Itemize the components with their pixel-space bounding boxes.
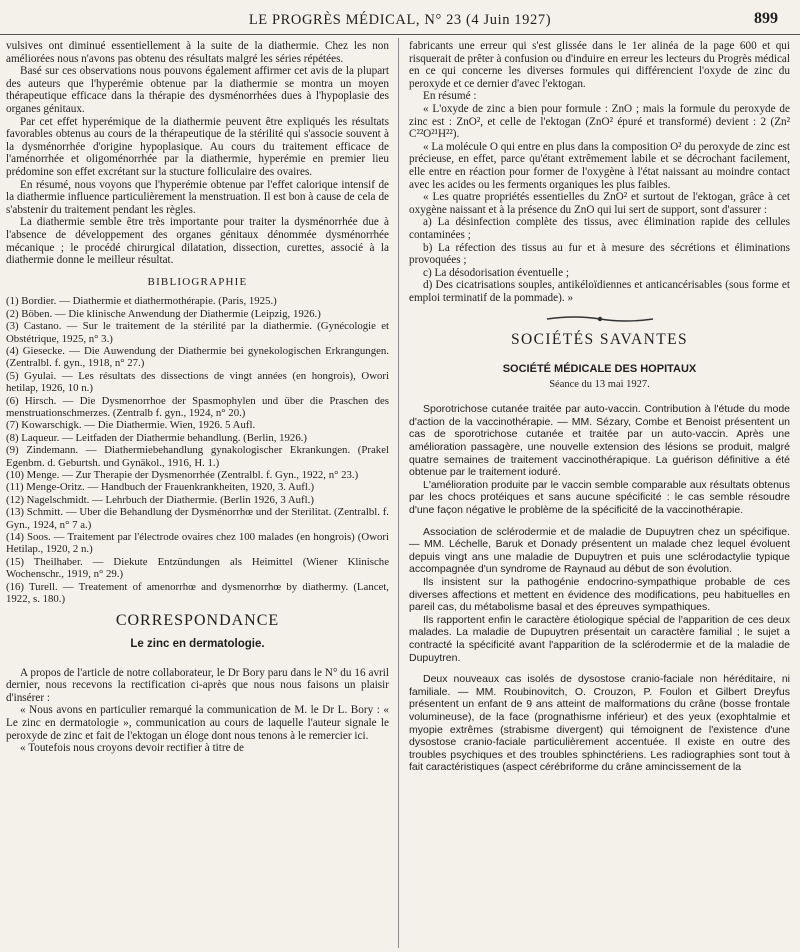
bibliography-entry: (13) Schmitt. — Uber die Behandlung der Dysménorrhœ und der Sterilitat. (Zentralbl. f. Gyn., 1924, n° 7 a.)	[6, 506, 389, 531]
bibliography-entry: (4) Giesecke. — Die Auwendung der Diathermie bei gynekologischen Erkrangungen. (Zentralbl. f. gyn., 1918, n° 27.)	[6, 344, 389, 370]
bibliography-entry: (5) Gyulai. — Les résultats des dissections de vingt années (en hongrois), Owori hetilap, 1926, 10 n.)	[6, 369, 389, 395]
body-paragraph: « Les quatre propriétés essentielles du ZnO² et surtout de l'ektogan, grâce à cet oxygène naissant et à la présence du ZnO qui lui sert de support, sont d'assurer :	[409, 191, 790, 216]
body-paragraph: A propos de l'article de notre collaborateur, le Dr Bory paru dans le N° du 16 avril dernier, nous recevons la rectification ci-après que nous nous faisons un plaisir d'insérer :	[6, 666, 389, 704]
bibliography-entry: (10) Menge. — Zur Therapie der Dysmenorrhée (Zentralbl. f. Gyn., 1922, n° 23.)	[6, 468, 359, 481]
left-column	[6, 40, 389, 755]
bibliography-entry: (9) Zindemann. — Diathermiebehandlung gynakologischer Ekrankungen. (Prakel Egenbm. d. Geburtsh. und Gynäkol., 1916, H. 1.)	[6, 444, 389, 469]
abstract-paragraph: L'amélioration produite par le vaccin semble comparable aux résultats obtenus par les chocs protéiques et sans aucune spécificité : le cas semble résoudre d'une façon négative le problème de la spécificité de la vaccinothérapie.	[409, 478, 790, 516]
body-paragraph: d) Des cicatrisations souples, antikéloïdiennes et anticancérisables (sous forme et emploi terminatif de la pommade). »	[409, 279, 790, 304]
abstract-paragraph: Sporotrichose cutanée traitée par auto-vaccin. Contribution à l'étude du mode d'action de la vaccinothérapie. — MM. Sézary, Combe et Benoist présentent un cas de sporotrichose cutanée et traitée par un auto-vaccin. Après une amélioration passagère, une nouvelle extension des lésions se produit, malgré quatre semaines de traitement vaccinothérapique. La guérison définitive a été obtenue par le traitement ioduré.	[409, 403, 790, 479]
bibliography-entry: (16) Turell. — Treatement of amenorrhœ and dysmenorrhœ by diathermy. (Lancet, 1922, s. 180.)	[6, 580, 389, 606]
abstract-paragraph: Deux nouveaux cas isolés de dysostose cranio-faciale non héréditaire, ni familiale. — MM. Roubinovitch, O. Crouzon, P. Foulon et Gilbert Dreyfus présentent un enfant de 9 ans atteint de malformations du crâne (bosse frontale volumineuse), de la face (prognathisme inférieur) et des yeux (exophtalmie et myopie extrêmes (strabisme divergent) qui témoignent de l'existence d'une dysostose cranio-faciale particulièrement accentuée. Il existe en outre des troubles psychiques et des troubles sphinctériens. Les radiographies sont tout à fait caractéristiques (aspect cérébriforme du crâne amincissement de la	[409, 673, 790, 774]
body-paragraph: Basé sur ces observations nous pouvons également affirmer cet avis de la plupart des auteurs que l'hyperémie obtenue par la diathermie se montra un moyen thérapeutique efficace dans la thérapie des dysménorrhées dues à l'hypoplasie des organes génitaux.	[6, 65, 389, 115]
body-paragraph: « Nous avons en particulier remarqué la communication de M. le Dr L. Bory : « Le zinc en dermatologie », communication au cours de laquelle l'auteur signale le peroxyde de zinc et fait de l'ektogan un éloge dont nous tenons à le remercier ici.	[6, 704, 389, 742]
body-paragraph: En résumé :	[423, 90, 477, 103]
body-paragraph: En résumé, nous voyons que l'hyperémie obtenue par l'effet calorique intensif de la diathermie influence particulièrement la menstruation. Il est bon à cause de cela de s'abstenir du traitement pendant les règles.	[6, 178, 389, 216]
bibliography-entry: (11) Menge-Oritz. — Handbuch der Frauenkrankheiten, 1920, 3. Aufl.)	[6, 481, 315, 494]
body-paragraph: La diathermie semble être très importante pour traiter la dysménorrhée due à l'absence de développement des organes génitaux dénommée dysménorrhée mécanique ; le procédé chirurgical dilatation, dissection, curettes, associé à la diathermie donne le meilleur résultat.	[6, 216, 389, 267]
bibliography-entry: (1) Bordier. — Diathermie et diathermothérapie. (Paris, 1925.)	[6, 295, 277, 308]
body-paragraph: vulsives ont diminué essentiellement à la suite de la diathermie. Chez les non améliorées nous n'avons pas obtenu des résultats malgré les séries répétées.	[6, 40, 389, 65]
body-paragraph: « La molécule O qui entre en plus dans la composition O² du peroxyde de zinc est précieuse, en effet, parce qu'étant extrêmement labile et se décrochant facilement, elle entre en réaction pour former de l'oxygène à l'état naissant au moindre contact avec les acides ou les ferments organiques les plus faibles.	[409, 140, 790, 191]
page-number: 899	[754, 10, 778, 27]
bibliography-entry: (15) Theilhaber. — Diekute Entzündungen als Heimittel (Wiener Klinische Wochenschr., 1919, n° 29.)	[6, 555, 389, 581]
body-paragraph: fabricants une erreur qui s'est glissée dans le 1er alinéa de la page 600 et qui risquerait de prêter à confusion ou d'induire en erreur les lecteurs du Progrès médical en ce qui concerne les diverses formules qui différencient l'oxyde de zinc du peroxyde et ce dernier d'avec l'ektogan.	[409, 40, 790, 90]
society-name: SOCIÉTÉ MÉDICALE DES HOPITAUX	[502, 363, 697, 376]
body-paragraph: Par cet effet hyperémique de la diathermie peuvent être expliqués les résultats favorables obtenus au cours de la thérapeutique de la stérilité qui s'associe souvent à la dysménorrhée d'origine hypoplasique. Au cours du traitement efficace de l'aménorrhée et oligoménorrhée par la diathermie, hyperémie en premier lieu prédomine son effet excrétant sur la stucture folliculaire des ovaires.	[6, 115, 389, 178]
body-paragraph: c) La désodorisation éventuelle ;	[423, 266, 570, 279]
article-title: Le zinc en dermatologie.	[130, 638, 265, 651]
abstract-paragraph: Ils insistent sur la pathogénie endocrino-sympathique probable de ces diverses affections et mettent en évidence des modifications, peu habituelles en pareil cas, du métabolisme basal et des épreuves sympathiques.	[409, 575, 790, 614]
ornament-divider	[409, 314, 790, 324]
abstract-paragraph: Association de sclérodermie et de maladie de Dupuytren chez un spécifique. — MM. Léchelle, Baruk et Donady présentent un malade chez lequel évoluent depuis vingt ans une maladie de Dupuytren et puis une sclérodactylie typique accompagnée d'un syndrome de Raynaud au début de son évolution.	[409, 525, 790, 576]
bibliography-heading: BIBLIOGRAPHIE	[147, 275, 248, 288]
abstract-paragraph: Ils rapportent enfin le caractère étiologique spécial de l'apparition de ces deux malades. La maladie de Dupuytren présentait un caractère familial ; le sujet a contracté la spécificité avant l'apparition de la sclérodermie et de la maladie de Dupuytren.	[409, 613, 790, 664]
right-column	[409, 40, 790, 774]
bibliography-entry: (3) Castano. — Sur le traitement de la stérilité par la diathermie. (Gynécologie et Obstétrique, 1925, n° 3.)	[6, 320, 389, 345]
body-paragraph: b) La réfection des tissus au fur et à mesure des sécrétions et éliminations provoquées ;	[409, 241, 790, 267]
bibliography-entry: (8) Laqueur. — Leitfaden der Diathermie behandlung. (Berlin, 1926.)	[6, 431, 308, 444]
bibliography-list	[6, 295, 389, 605]
header-rule	[0, 34, 800, 35]
session-date: Séance du 13 mai 1927.	[549, 378, 650, 390]
running-header	[0, 10, 800, 32]
bibliography-entry: (14) Soos. — Traitement par l'électrode ovaires chez 100 malades (en hongrois) (Owori Hetilap., 1920, 2 n.)	[6, 531, 389, 556]
body-paragraph: « L'oxyde de zinc a bien pour formule : ZnO ; mais la formule du peroxyde de zinc est : ZnO², et celle de l'ektogan (ZnO² épuré et transformé) devient : 2 (Zn² C²²O²¹H²²).	[409, 102, 790, 141]
societes-heading: SOCIÉTÉS SAVANTES	[511, 331, 688, 349]
bibliography-entry: (6) Hirsch. — Die Dysmenorrhoe der Spasmophylen und über die Praschen des menstruationschmerzes. (Zentralb f. gyn., 1924, n° 20.)	[6, 394, 389, 419]
column-divider	[398, 38, 399, 948]
bibliography-entry: (12) Nagelschmidt. — Lehrbuch der Diathermie. (Berlin 1926, 3 Aufl.)	[6, 493, 314, 506]
bibliography-entry: (7) Kowarschigk. — Die Diathermie. Wien, 1926. 5 Aufl.	[6, 419, 256, 432]
bibliography-entry: (2) Böben. — Die klinische Anwendung der Diathermie (Leipzig, 1926.)	[6, 307, 321, 320]
correspondance-heading: CORRESPONDANCE	[115, 612, 280, 630]
body-paragraph: a) La désinfection complète des tissus, avec élimination rapide des cellules contaminées ;	[409, 216, 790, 241]
journal-header-title: LE PROGRÈS MÉDICAL, N° 23 (4 Juin 1927)	[248, 12, 552, 28]
body-paragraph: « Toutefois nous croyons devoir rectifier à titre de	[20, 742, 244, 755]
